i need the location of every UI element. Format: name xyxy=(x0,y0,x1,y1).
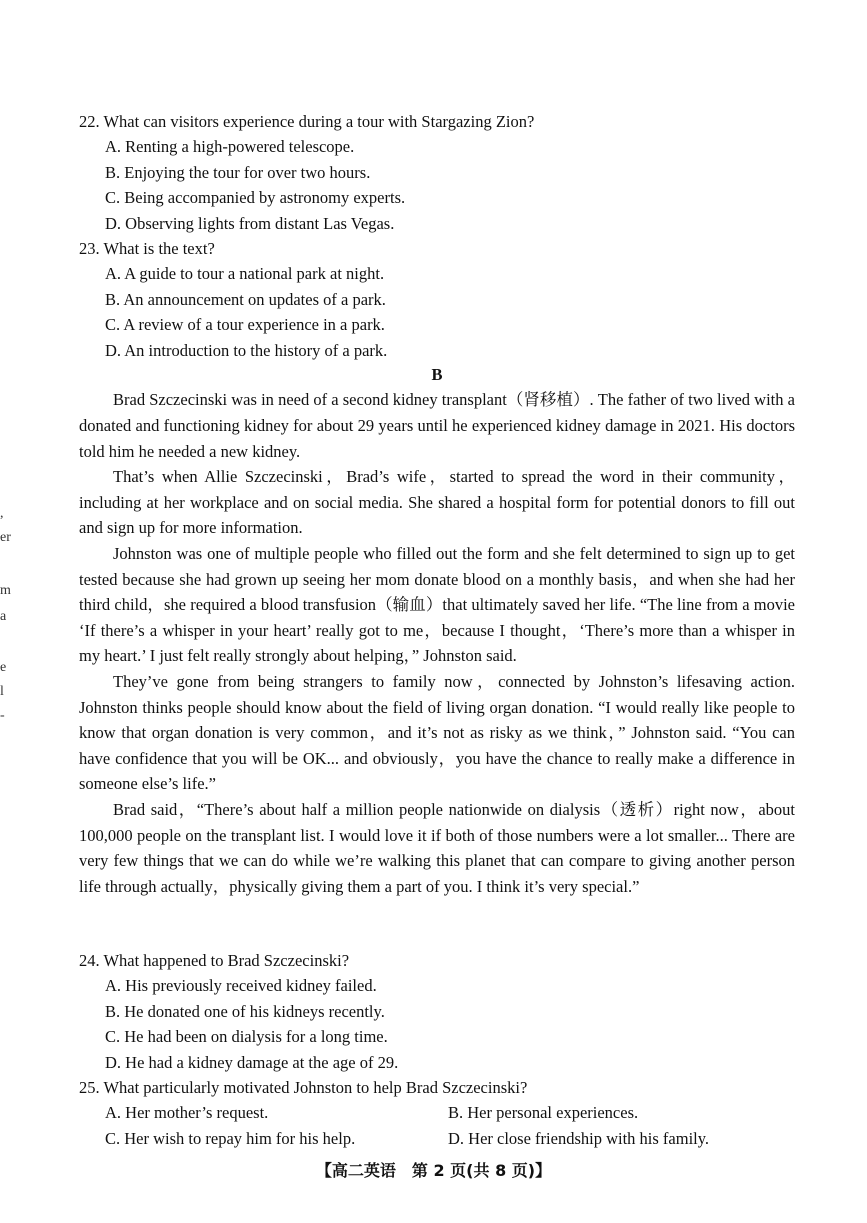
margin-fragment: - xyxy=(0,708,5,723)
option-d: D. He had a kidney damage at the age of 29. xyxy=(105,1052,399,1072)
section-title: B xyxy=(431,365,443,384)
options-row xyxy=(105,1100,795,1125)
paragraph: Johnston was one of multiple people who filled out the form and she felt determined to sign up to get tested because she had grown up seeing her mom donate blood on a monthly basis，and when she had her third child，she required a blood transfusion（输血）that ultimately saved her life. “The line from a movie ‘If there’s a whisper in your heart’ really got to me，because I thought，‘There’s more than a whisper in my heart.’ I just felt really strongly about helping，” Johnston said. xyxy=(79,543,795,666)
option-a: A. A guide to tour a national park at night. xyxy=(105,264,385,284)
section-b-passage xyxy=(79,362,795,899)
margin-fragment: l xyxy=(0,684,4,699)
option-b: B. Enjoying the tour for over two hours. xyxy=(105,162,371,182)
paragraph: Brad said，“There’s about half a million people nationwide on dialysis（透析）right now，about 100,000 people on the transplant list. I would love it if both of those numbers were a lot smaller... There are very few things that we can do while we’re walking this planet that can compare to giving another person life through actually，physically giving them a part of you. I think it’s very special.” xyxy=(79,799,795,896)
question-stem: 23. What is the text? xyxy=(79,239,215,258)
margin-fragment: e xyxy=(0,660,7,675)
question-stem: 22. What can visitors experience during a tour with Stargazing Zion? xyxy=(79,112,535,131)
question-23 xyxy=(79,236,795,363)
question-25 xyxy=(79,1075,795,1151)
option-a: A. Renting a high-powered telescope. xyxy=(105,137,355,157)
option-b: B. Her personal experiences. xyxy=(448,1103,639,1123)
option-b: B. An announcement on updates of a park. xyxy=(105,289,386,309)
option-a: A. His previously received kidney failed. xyxy=(105,976,377,996)
option-d: D. Observing lights from distant Las Vegas. xyxy=(105,213,395,233)
option-c: C. A review of a tour experience in a park. xyxy=(105,315,385,335)
margin-fragment: a xyxy=(0,609,7,624)
option-d: D. An introduction to the history of a park. xyxy=(105,340,388,360)
paragraph: That’s when Allie Szczecinski，Brad’s wife，started to spread the word in their community，including at her workplace and on social media. She shared a hospital form for potential donors to fill out and sign up for more information. xyxy=(79,467,795,538)
options-row xyxy=(105,1126,795,1151)
margin-fragment: , xyxy=(0,506,4,521)
option-d: D. Her close friendship with his family. xyxy=(448,1128,710,1148)
option-c: C. Her wish to repay him for his help. xyxy=(105,1128,356,1148)
margin-fragment: er xyxy=(0,530,11,545)
paragraph: Brad Szczecinski was in need of a second kidney transplant（肾移植）. The father of two lived with a donated and functioning kidney for about 29 years until he experienced kidney damage in 2021. His doctors told him he needed a new kidney. xyxy=(79,390,795,461)
option-a: A. Her mother’s request. xyxy=(105,1103,269,1123)
paragraph: They’ve gone from being strangers to family now，connected by Johnston’s lifesaving action. Johnston thinks people should know about the field of living organ donation. “I would really like people to know that organ donation is very common，and it’s not as risky as we think，” Johnston said. “You can have confidence that you will be OK... and obviously，you have the chance to really make a difference in someone else’s life.” xyxy=(79,671,795,794)
question-stem: 24. What happened to Brad Szczecinski? xyxy=(79,951,350,970)
option-b: B. He donated one of his kidneys recently. xyxy=(105,1001,385,1021)
question-stem: 25. What particularly motivated Johnston to help Brad Szczecinski? xyxy=(79,1078,528,1097)
question-22 xyxy=(79,109,795,236)
question-24 xyxy=(79,948,795,1075)
page-footer: 【高二英语 第 2 页(共 8 页)】 xyxy=(315,1161,552,1180)
margin-fragment: m xyxy=(0,583,11,598)
option-c: C. He had been on dialysis for a long time. xyxy=(105,1027,388,1047)
option-c: C. Being accompanied by astronomy experts. xyxy=(105,188,406,208)
